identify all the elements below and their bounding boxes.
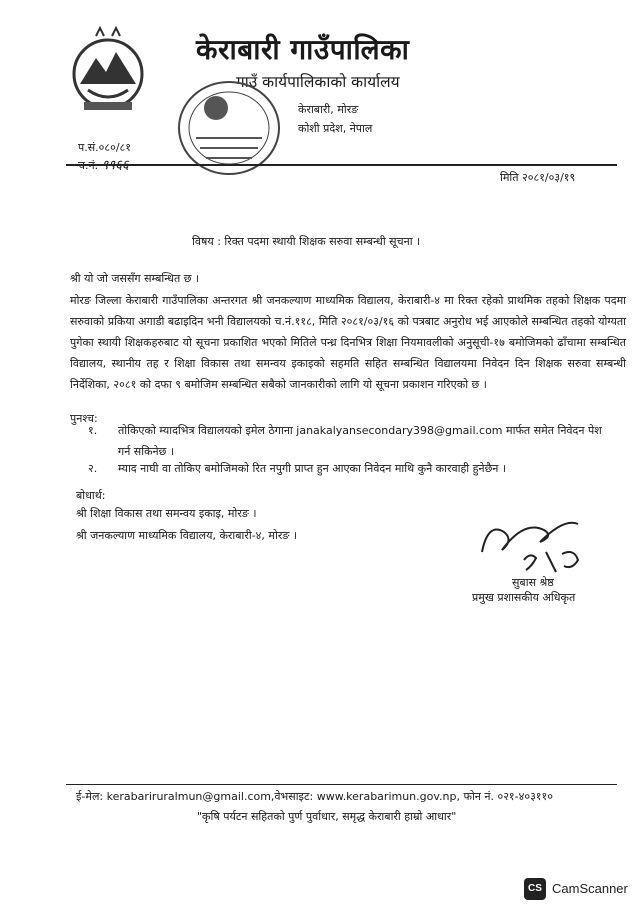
item-text: म्याद नाघी वा तोकिए बमोजिमको रित नपुगी प्राप्त हुन आएका निवेदन माथि कुनै कारवाही हुनेछैन । [118,462,507,475]
camscanner-watermark [524,878,634,902]
footer-contact: ई-मेल: kerabariruralmun@gmail.com,वेभसाइट: www.kerabarimun.gov.np, फोन नं. ०२१-४०३११० [76,790,553,803]
municipality-title: केराबारी गाउँपालिका [196,33,410,66]
footer-motto: "कृषि पर्यटन सहितको पुर्ण पुर्वाधार, समृद्ध केराबारी हाम्रो आधार" [197,810,457,823]
signatory-name: सुबास श्रेष्ठ [512,576,554,589]
camscanner-icon: CS [524,878,546,900]
letter-date: मिति २०८१/०३/१९ [500,171,576,184]
address-line-2: कोशी प्रदेश, नेपाल [298,122,373,135]
item-continuation: गर्न सकिनेछ । [118,445,175,458]
handwritten-signature-icon [474,512,594,578]
cc-heading: बोधार्थ: [76,489,106,502]
cc-item: श्री शिक्षा विकास तथा समन्वय इकाइ, मोरङ । [76,507,257,520]
body-paragraph: मोरङ जिल्ला केराबारी गाउँपालिका अन्तरगत श्री जनकल्याण माध्यमिक विद्यालय, केराबारी-४ मा रिक्त रहेको प्राथमिक तहको शिक्षक पदमा सरुवाको प्रकिया अगाडी बढाइदिन भनी विद्यालयको च.नं.११८, मिति २०८१/०३/१६ को पत्रबाट अनुरोध भई आएकोले सम्बन्धित तहको योग्यता पुगेका स्थायी शिक्षकहरुबाट यो सूचना प्रकाशित भएको मितिले पन्ध्र दिनभित्र शिक्षा नियमावलीको अनुसूची-१७ बमोजिमको ढाँचामा सम्बन्धित विद्यालय, स्थानीय तह र शिक्षा विकास तथा समन्वय इकाइको सहमति सहित सम्बन्धित विद्यालयमा निवेदन दिन शिक्षक सरुवा सम्बन्धी निर्देशिका, २०८१ को दफा ९ बमोजिम सम्बन्धित सबैको जानकारीको लागि यो सूचना प्रकाशन गरिएको छ । [70,294,626,391]
address-line-1: केराबारी, मोरङ [298,103,359,116]
letter-subject: विषय : रिक्त पदमा स्थायी शिक्षक सरुवा सम्बन्धी सूचना । [192,235,421,248]
postscript-heading: पुनश्च: [70,412,98,425]
postscript-item [88,420,628,462]
header-divider [66,164,617,166]
office-subtitle: गाउँ कार्यपालिकाको कार्यालय [236,73,400,91]
reference-number: प.सं.०८०/८१ [78,141,131,154]
item-number: २. [88,462,98,475]
signatory-title: प्रमुख प्रशासकीय अधिकृत [472,591,576,604]
item-number: १. [88,424,98,437]
item-text: तोकिएको म्यादभित्र विद्यालयको इमेल ठेगाना janakalyansecondary398@gmail.com मार्फत समेत निवेदन पेश [118,424,602,437]
camscanner-label: CamScanner [552,881,628,896]
postscript-item [88,458,628,479]
footer-divider [66,784,617,785]
salutation: श्री यो जो जससँग सम्बन्धित छ । [70,272,200,285]
cc-item: श्री जनकल्याण माध्यमिक विद्यालय, केराबारी-४, मोरङ । [76,529,297,542]
office-seal-icon [176,78,282,178]
nepal-emblem-icon [66,24,150,118]
